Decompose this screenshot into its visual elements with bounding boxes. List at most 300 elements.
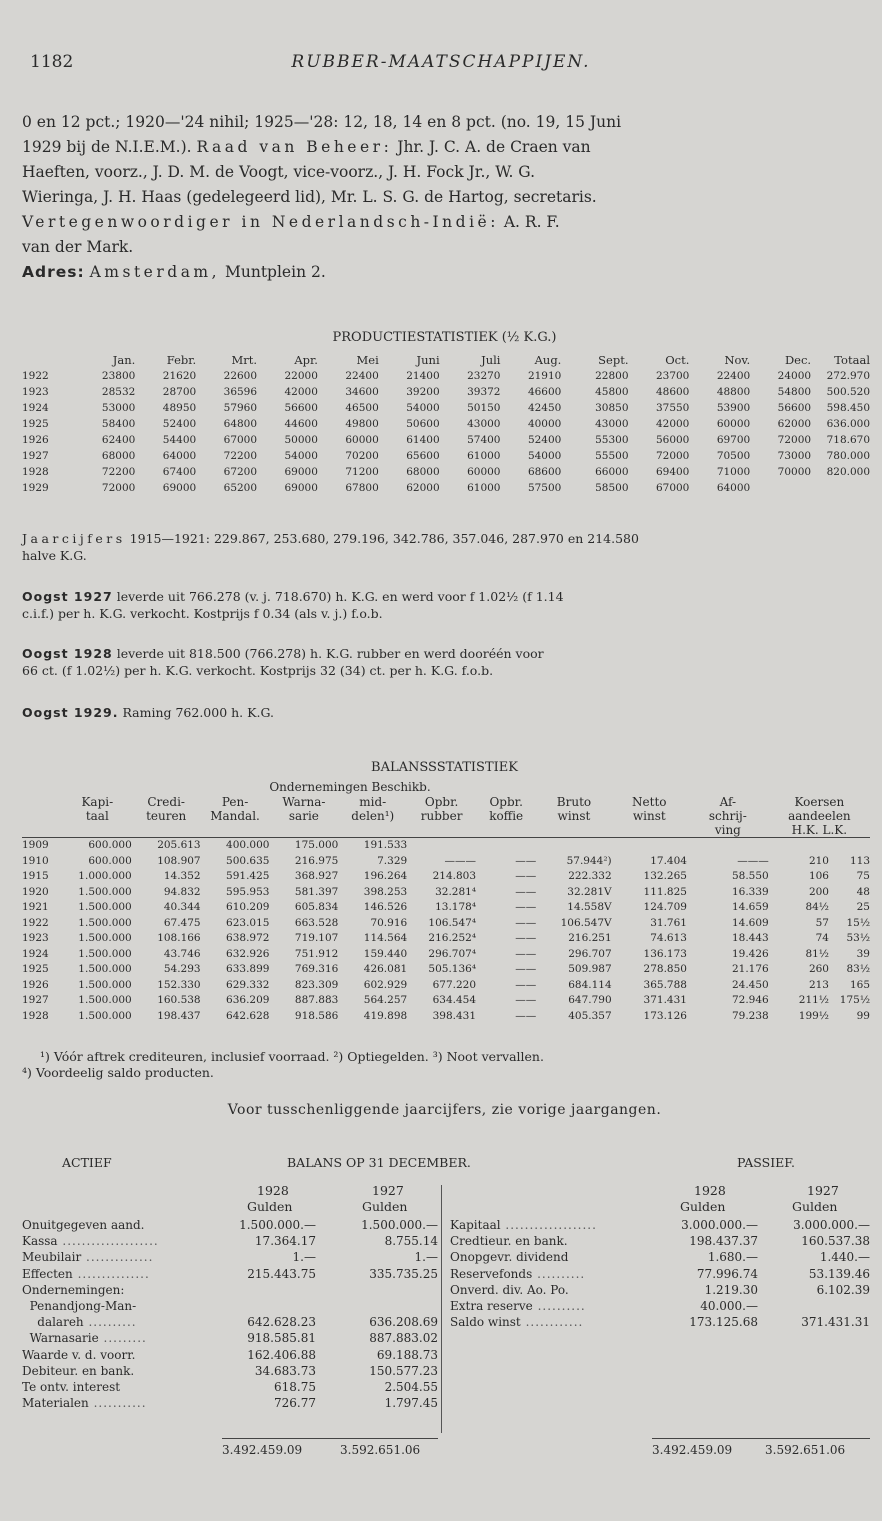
total-actief-1928: 3.492.459.09 <box>222 1443 303 1457</box>
balans-stat-year: 1927 <box>22 994 49 1006</box>
production-col-header: Totaal <box>834 353 870 367</box>
production-row <box>22 368 870 384</box>
passief-label: Extra reserve <box>450 1299 533 1314</box>
production-value: 72200 <box>223 450 258 462</box>
actief-label: Meubilair <box>22 1250 82 1265</box>
production-value: 48800 <box>716 386 751 398</box>
balans-stat-value: 39 <box>856 947 870 960</box>
production-row <box>22 448 870 464</box>
actief-year-1928: 1928 <box>257 1183 289 1198</box>
actief-value-1928: 162.406.88 <box>247 1347 316 1362</box>
production-value: 22000 <box>284 370 318 382</box>
balans-stat-value: 368.927 <box>294 870 339 882</box>
balans-stat-value: 564.257 <box>363 994 408 1006</box>
balans-stat-year: 1926 <box>22 978 49 991</box>
production-value: 39372 <box>467 386 501 398</box>
production-col-header: Mei <box>356 353 379 367</box>
balans-stat-value: 684.114 <box>568 978 612 991</box>
production-value: 55500 <box>595 450 629 462</box>
actief-leader-dots: ............... <box>72 1266 150 1281</box>
passief-value-1928: 1.219.30 <box>704 1282 758 1297</box>
balans-stat-value: 19.426 <box>731 947 769 960</box>
balans-stat-value: —— <box>515 932 537 944</box>
production-year: 1927 <box>22 450 49 462</box>
balans-stat-row <box>22 978 870 994</box>
balans-stat-value: 205.613 <box>132 838 201 854</box>
balans-stat-row <box>22 916 870 932</box>
balans-stat-value: 198.437 <box>157 1009 201 1022</box>
balans-stat-value: 1.500.000 <box>78 932 132 944</box>
balans-stat-value: 216.251 <box>568 932 612 944</box>
balans-stat-col-header: Mandal. <box>210 809 260 823</box>
balans-stat-col-header: Opbr. <box>489 795 523 809</box>
balans-stat-col-header: koffie <box>489 809 524 823</box>
oogst-1928-label: Oogst 1928 <box>22 646 113 661</box>
production-value: 61000 <box>467 450 501 462</box>
balans-stat-col-header: rubber <box>420 809 463 823</box>
balans-stat-value: 106.547V <box>560 916 612 929</box>
balans-stat-value: 72.946 <box>731 994 769 1006</box>
balans-stat-year: 1923 <box>22 932 49 944</box>
page-number: 1182 <box>30 52 74 72</box>
balans-stat-value: 400.000 <box>201 838 270 854</box>
balans-stat-value: 48 <box>856 885 870 898</box>
balans-stat-col-header: Pen- <box>221 795 249 809</box>
footnote-1: ¹) Vóór aftrek crediteuren, inclusief voorraad. ²) Optiegelden. ³) Noot vervallen. <box>40 1049 544 1064</box>
balans-stat-value: 199½ <box>798 1009 829 1022</box>
balans-stat-value: 610.209 <box>226 901 270 913</box>
production-year: 1924 <box>22 402 49 414</box>
balans-stat-col-header <box>132 823 201 838</box>
production-col-header: Apr. <box>294 353 318 367</box>
production-value: 52400 <box>162 418 197 430</box>
balans-stat-value <box>829 838 870 854</box>
actief-label: Waarde v. d. voorr. <box>22 1347 136 1362</box>
balans-stat-col-header: ving <box>714 823 741 837</box>
actief-leader-dots: .......... <box>83 1315 137 1330</box>
intro-line-2: 1929 bij de N.I.E.M.). Raad van Beheer: Jhr. J. C. A. de Craen van <box>22 138 591 156</box>
actief-value-1927: 8.755.14 <box>384 1234 438 1249</box>
balans-stat-value: 1.500.000 <box>78 947 132 960</box>
passief-value-1927: 6.102.39 <box>816 1282 870 1297</box>
balans-stat-value: 99 <box>856 1009 870 1022</box>
actief-value-1928: 918.585.81 <box>247 1331 316 1346</box>
balans-stat-value: —— <box>515 916 537 929</box>
production-value: 24000 <box>777 370 812 382</box>
passief-label: Credtieur. en bank. <box>450 1234 568 1249</box>
production-row <box>22 464 870 480</box>
actief-label: Warnasarie <box>22 1331 99 1346</box>
oogst-1929-label: Oogst 1929. <box>22 705 119 720</box>
production-value: 46600 <box>527 386 562 398</box>
passief-year-1927: 1927 <box>807 1183 839 1198</box>
production-value: 69000 <box>162 482 197 494</box>
actief-value-1927: 887.883.02 <box>369 1331 438 1346</box>
production-value: 28700 <box>162 386 197 398</box>
production-year: 1928 <box>22 466 49 478</box>
actief-row <box>22 1233 438 1249</box>
production-col-header: Jan. <box>112 353 136 367</box>
balans-stat-value: 58.550 <box>731 870 769 882</box>
balans-stat-col-header: Af- <box>719 795 737 809</box>
balans-stat-value: 14.352 <box>163 870 201 882</box>
total-passief-1928: 3.492.459.09 <box>652 1443 733 1457</box>
balans-stat-year: 1920 <box>22 885 49 898</box>
actief-label: Debiteur. en bank. <box>22 1363 135 1378</box>
balans-stat-value: 623.015 <box>226 916 270 929</box>
balans-stat-col-header: taal <box>85 809 109 823</box>
balans-stat-header-row <box>22 809 870 823</box>
actief-value-1927: 1.797.45 <box>384 1396 438 1411</box>
balans-stat-value: 1.500.000 <box>78 885 132 898</box>
balans-stat-value: 509.987 <box>568 963 612 975</box>
balans-stat-value: 638.972 <box>226 932 270 944</box>
vertegenwoordiger-label: Vertegenwoordiger in Nederlandsch-Indië: <box>22 213 499 231</box>
production-row <box>22 416 870 432</box>
actief-row <box>22 1363 438 1379</box>
total-actief-1927: 3.592.651.06 <box>340 1443 421 1457</box>
balans-stat-value: 159.440 <box>363 947 408 960</box>
balans-stat-value: —— <box>515 885 537 898</box>
balans-stat-col-header: schrij- <box>708 809 747 823</box>
production-value: 54400 <box>162 434 197 446</box>
balans-stat-row <box>22 947 870 963</box>
balans-stat-value: 114.564 <box>363 932 408 944</box>
balans-stat-value: 18.443 <box>731 932 769 944</box>
balans-stat-table <box>22 795 870 1024</box>
production-value <box>750 480 811 496</box>
production-year: 1922 <box>22 370 49 382</box>
production-value: 46500 <box>345 402 379 414</box>
production-value: 68000 <box>406 466 440 478</box>
balans-stat-value: —— <box>515 994 537 1006</box>
balans-stat-value: 146.526 <box>363 901 408 913</box>
production-value: 22400 <box>716 370 751 382</box>
balans-stat-value: 677.220 <box>432 978 477 991</box>
balans-stat-year: 1922 <box>22 916 49 929</box>
balans-stat-value: 108.166 <box>157 932 201 944</box>
balans-stat-value: —— <box>515 978 537 991</box>
balans-stat-value: 24.450 <box>731 978 769 991</box>
balans-stat-value: —— <box>515 963 537 975</box>
passief-label: PASSIEF. <box>737 1155 795 1170</box>
production-value: 820.000 <box>826 466 870 478</box>
balans-stat-value: 1.500.000 <box>78 1009 132 1022</box>
balans-stat-col-header <box>22 795 63 809</box>
balans-stat-col-header <box>338 823 407 838</box>
actief-label: ACTIEF <box>62 1155 112 1170</box>
balans-stat-value: 43.746 <box>163 947 201 960</box>
balans-stat-year: 1909 <box>22 838 63 854</box>
production-value: 71000 <box>716 466 751 478</box>
passief-label: Onopgevr. dividend <box>450 1250 569 1265</box>
production-value: 68600 <box>527 466 562 478</box>
balans-stat-value: 21.176 <box>731 963 769 975</box>
address-street: Muntplein 2. <box>220 263 326 281</box>
balans-stat-value: —— <box>515 854 537 867</box>
intro-line-5: Vertegenwoordiger in Nederlandsch-Indië: A. R. F. <box>22 213 560 231</box>
balans-stat-value: 213 <box>808 978 829 991</box>
actief-value-1927: 1.— <box>414 1250 438 1265</box>
production-value: 69000 <box>284 482 318 494</box>
production-value: 57960 <box>223 402 258 414</box>
balans-stat-value: 636.209 <box>226 994 270 1006</box>
balans-stat-value: 32.281⁴ <box>435 885 477 898</box>
production-value: 22600 <box>223 370 258 382</box>
production-value: 54000 <box>527 450 562 462</box>
balans-stat-value: 605.834 <box>294 901 339 913</box>
actief-value-1927: 1.500.000.— <box>361 1218 438 1232</box>
footnote-2: ⁴) Voordeelig saldo producten. <box>22 1065 214 1080</box>
production-value: 53900 <box>716 402 751 414</box>
balans-stat-year: 1928 <box>22 1009 49 1022</box>
production-value: 58400 <box>101 418 136 430</box>
balans-stat-value: ——— <box>737 854 769 867</box>
production-value: 48950 <box>162 402 197 414</box>
balans-stat-value <box>612 838 687 854</box>
balans-stat-value: 629.332 <box>226 978 270 991</box>
production-value: 68000 <box>101 450 136 462</box>
passief-value-1928: 173.125.68 <box>689 1315 758 1330</box>
production-value: 73000 <box>777 450 812 462</box>
oogst-1927: Oogst 1927 leverde uit 766.278 (v. j. 718.670) h. K.G. en werd voor f 1.02½ (f 1.14 c.i.f.) per h. K.G. verkocht. Kostprijs f 0.34 (als v. j.) f.o.b. <box>22 589 564 621</box>
passief-value-1928: 1.680.— <box>707 1250 758 1265</box>
balans-stat-value: 175.000 <box>269 838 338 854</box>
passief-value-1928: 40.000.— <box>700 1299 758 1314</box>
production-value: 66000 <box>595 466 629 478</box>
actief-row <box>22 1217 438 1233</box>
production-value: 42450 <box>527 402 562 414</box>
balans-stat-value: 13.178⁴ <box>435 901 477 913</box>
balans-stat-value: 500.635 <box>226 854 270 867</box>
production-value: 72000 <box>777 434 812 446</box>
balans-stat-col-header <box>22 823 63 838</box>
production-value: 58500 <box>595 482 629 494</box>
page-header <box>22 52 860 82</box>
production-header-row <box>22 352 870 368</box>
balans-stat-year: 1924 <box>22 947 49 960</box>
passief-row <box>450 1249 870 1265</box>
intro-line-4: Wieringa, J. H. Haas (gedelegeerd lid), Mr. L. S. G. de Hartog, secretaris. <box>22 188 597 206</box>
balans-stat-col-header: Kapi- <box>81 795 114 809</box>
production-value: 21910 <box>527 370 562 382</box>
actief-row <box>22 1395 438 1411</box>
production-value: 54000 <box>284 450 318 462</box>
actief-label: Te ontv. interest <box>22 1380 121 1395</box>
balans-stat-value: 94.832 <box>163 885 201 898</box>
balans-stat-value: 647.790 <box>568 994 612 1006</box>
balans-stat-value: 751.912 <box>294 947 339 960</box>
production-value: 56600 <box>777 402 812 414</box>
production-value: 62400 <box>101 434 136 446</box>
balans-stat-row <box>22 1009 870 1025</box>
balans-stat-col-header: delen¹) <box>351 809 395 823</box>
actief-value-1928: 642.628.23 <box>247 1315 316 1330</box>
production-value: 50600 <box>406 418 440 430</box>
balans-stat-value: 79.238 <box>731 1009 769 1022</box>
production-value: 22400 <box>345 370 379 382</box>
production-value: 70500 <box>716 450 751 462</box>
balans-stat-value: 581.397 <box>294 885 339 898</box>
balans-stat-col-header: Credi- <box>147 795 185 809</box>
balans-stat-value: 214.803 <box>432 870 477 882</box>
production-value: 50000 <box>284 434 318 446</box>
balans-stat-value: —— <box>515 901 537 913</box>
actief-value-1928: 34.683.73 <box>254 1363 316 1378</box>
production-table <box>22 352 870 496</box>
jaarcijfers-label: Jaarcijfers <box>22 531 126 546</box>
balans-stat-value: 663.528 <box>294 916 339 929</box>
production-value: 23800 <box>101 370 136 382</box>
actief-row <box>22 1379 438 1395</box>
balans-stat-value: —— <box>515 947 537 960</box>
balans-stat-value: 14.558V <box>567 901 612 913</box>
production-value: 45800 <box>595 386 629 398</box>
balans-stat-value: 365.788 <box>643 978 687 991</box>
production-value: 69000 <box>284 466 318 478</box>
balans-stat-value: 602.929 <box>363 978 408 991</box>
intro-paragraph <box>22 110 867 285</box>
production-value: 57400 <box>467 434 501 446</box>
balans-stat-value: 75 <box>856 870 870 882</box>
balans-stat-col-header: sarie <box>288 809 319 823</box>
production-value: 34600 <box>345 386 379 398</box>
balans-stat-value: 106.547⁴ <box>428 916 477 929</box>
actief-value-1927: 150.577.23 <box>369 1363 438 1378</box>
production-value: 69400 <box>655 466 690 478</box>
production-value: 780.000 <box>826 450 870 462</box>
production-value: 56000 <box>655 434 690 446</box>
balans-stat-value: 600.000 <box>63 838 132 854</box>
balans-stat-value: 918.586 <box>294 1009 339 1022</box>
balans-stat-row <box>22 962 870 978</box>
oogst-1927-label: Oogst 1927 <box>22 589 113 604</box>
balans-stat-group-header: Ondernemingen Beschikb. <box>269 780 431 794</box>
passief-leader-dots: .......... <box>532 1299 586 1314</box>
balans-stat-row <box>22 900 870 916</box>
balans-stat-value: 398.253 <box>363 885 408 898</box>
actief-leader-dots: ......... <box>98 1331 147 1346</box>
balans-stat-value: —— <box>515 870 537 882</box>
balans-stat-value: 296.707⁴ <box>428 947 477 960</box>
actief-label: Ondernemingen: <box>22 1282 125 1297</box>
intro-line-1: 0 en 12 pct.; 1920—'24 nihil; 1925—'28: 12, 18, 14 en 8 pct. (no. 19, 15 Juni <box>22 113 622 131</box>
production-value: 70000 <box>777 466 812 478</box>
balans-stat-value: 216.975 <box>294 854 339 867</box>
production-value: 72200 <box>101 466 136 478</box>
passief-label: Reservefonds <box>450 1266 533 1281</box>
actief-value-1927: 335.735.25 <box>369 1266 438 1281</box>
passief-leader-dots: ................... <box>500 1218 597 1232</box>
production-value <box>811 480 870 496</box>
production-value: 52400 <box>527 434 562 446</box>
production-value: 23700 <box>655 370 690 382</box>
balans-stat-col-header: Koersen <box>794 795 845 809</box>
raad-label: Raad van Beheer: <box>196 138 393 156</box>
actief-label: Materialen <box>22 1396 89 1411</box>
production-value: 37550 <box>655 402 690 414</box>
passief-row <box>450 1266 870 1282</box>
actief-value-1928: 726.77 <box>274 1396 316 1411</box>
balans-stat-col-header <box>269 823 338 838</box>
production-value: 62000 <box>406 482 440 494</box>
actief-label: Kassa <box>22 1234 58 1249</box>
balans-stat-value: 823.309 <box>294 978 339 991</box>
balance-title: BALANS OP 31 DECEMBER. <box>287 1155 471 1170</box>
balans-stat-title: BALANSSSTATISTIEK <box>371 760 518 775</box>
balans-stat-col-header: winst <box>557 809 591 823</box>
balans-stat-value: 53½ <box>846 932 870 944</box>
production-value: 70200 <box>345 450 379 462</box>
production-row <box>22 480 870 496</box>
balans-stat-year: 1910 <box>22 854 49 867</box>
production-value: 72000 <box>101 482 136 494</box>
balans-stat-value: 196.264 <box>363 870 408 882</box>
passief-value-1927: 1.440.— <box>819 1250 870 1265</box>
balans-stat-value: 216.252⁴ <box>428 932 477 944</box>
production-value: 43000 <box>467 418 501 430</box>
balans-stat-value: 31.761 <box>650 916 687 929</box>
production-value: 67800 <box>345 482 379 494</box>
production-value: 23270 <box>467 370 501 382</box>
balans-stat-col-header <box>407 823 476 838</box>
production-col-header: Aug. <box>534 353 562 367</box>
balans-stat-row <box>22 869 870 885</box>
balans-stat-value <box>536 838 611 854</box>
production-col-header: Juli <box>481 353 501 367</box>
production-year: 1925 <box>22 418 49 430</box>
production-value: 718.670 <box>826 434 870 446</box>
passief-row <box>450 1233 870 1249</box>
address-place: Amsterdam, <box>89 263 221 281</box>
production-col-header: Sept. <box>598 353 629 367</box>
balans-stat-value: 278.850 <box>643 963 687 975</box>
balans-stat-value: 719.107 <box>294 932 339 944</box>
balans-stat-value: 211½ <box>798 994 829 1006</box>
production-value: 62000 <box>777 418 812 430</box>
production-value: 64000 <box>716 482 751 494</box>
production-value: 22800 <box>595 370 629 382</box>
passief-value-1928: 77.996.74 <box>696 1266 758 1281</box>
passief-row <box>450 1298 870 1314</box>
actief-value-1928: 618.75 <box>274 1380 316 1395</box>
balans-stat-col-header: aandeelen <box>788 809 851 823</box>
balans-stat-value: 17.404 <box>650 854 687 867</box>
actief-label: Onuitgegeven aand. <box>22 1218 145 1232</box>
balans-stat-value: 7.329 <box>377 854 408 867</box>
balans-stat-value: 83½ <box>846 963 870 975</box>
production-value: 30850 <box>595 402 629 414</box>
actief-value-1927: 2.504.55 <box>384 1380 438 1395</box>
passief-value-1927: 160.537.38 <box>801 1234 870 1249</box>
production-col-header: Dec. <box>784 353 812 367</box>
production-value: 21620 <box>162 370 197 382</box>
balans-stat-value: 591.425 <box>226 870 270 882</box>
passief-table <box>450 1217 870 1330</box>
balans-stat-value: 642.628 <box>226 1009 270 1022</box>
balans-stat-row <box>22 838 870 854</box>
passief-label: Saldo winst <box>450 1315 521 1330</box>
passief-label: Onverd. div. Ao. Po. <box>450 1282 569 1297</box>
production-value: 60000 <box>716 418 751 430</box>
actief-table <box>22 1217 438 1411</box>
balans-stat-value <box>687 838 769 854</box>
balans-stat-value: 1.000.000 <box>78 870 132 882</box>
balans-stat-value: 160.538 <box>157 994 201 1006</box>
production-value: 69700 <box>716 434 751 446</box>
balans-stat-col-header: Netto <box>632 795 667 809</box>
actief-value-1927: 69.188.73 <box>376 1347 438 1362</box>
